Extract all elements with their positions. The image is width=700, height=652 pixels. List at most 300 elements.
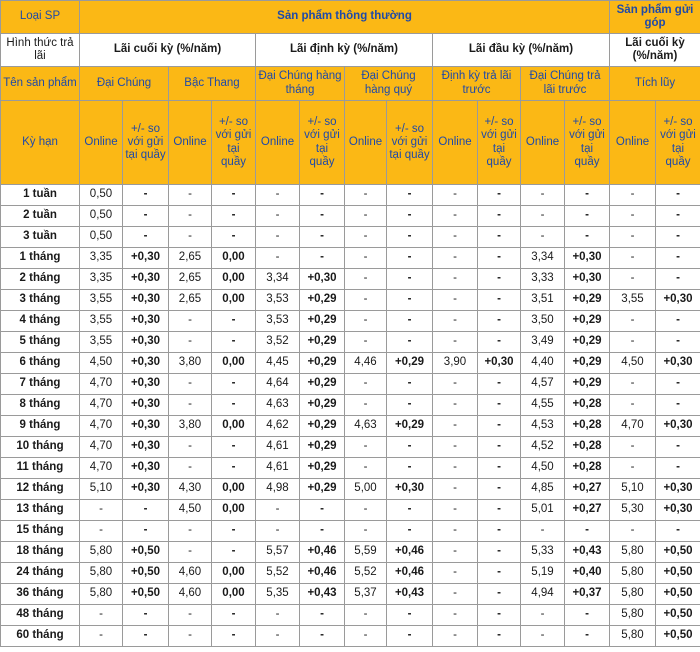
diff-cell: - — [300, 185, 345, 206]
online-rate-cell: 5,19 — [521, 563, 565, 584]
header-diff: +/- so với gửi tại quầy — [656, 101, 700, 185]
table-row — [1, 290, 700, 311]
online-rate-cell: 4,94 — [521, 584, 565, 605]
diff-cell: - — [123, 500, 169, 521]
term-cell: 12 tháng — [1, 479, 80, 500]
online-rate-cell: 5,52 — [256, 563, 300, 584]
online-rate-cell: 5,33 — [521, 542, 565, 563]
online-rate-cell: - — [433, 626, 478, 647]
diff-cell: +0,37 — [565, 584, 610, 605]
online-rate-cell: - — [610, 332, 656, 353]
diff-cell: +0,30 — [123, 374, 169, 395]
online-rate-cell: - — [256, 248, 300, 269]
diff-cell: +0,30 — [123, 353, 169, 374]
diff-cell: - — [123, 605, 169, 626]
diff-cell: - — [565, 605, 610, 626]
header-online: Online — [521, 101, 565, 185]
product-dai-chung: Đại Chúng — [80, 67, 169, 101]
table-row — [1, 374, 700, 395]
diff-cell: - — [478, 269, 521, 290]
diff-cell: - — [300, 605, 345, 626]
online-rate-cell: - — [610, 395, 656, 416]
product-dai-chung-hang-thang: Đại Chúng hàng tháng — [256, 67, 345, 101]
diff-cell: - — [300, 500, 345, 521]
online-rate-cell: - — [169, 395, 212, 416]
diff-cell: - — [478, 416, 521, 437]
diff-cell: - — [565, 626, 610, 647]
diff-cell: - — [478, 521, 521, 542]
online-rate-cell: - — [433, 374, 478, 395]
table-row — [1, 332, 700, 353]
header-online: Online — [256, 101, 300, 185]
online-rate-cell: 4,63 — [345, 416, 387, 437]
diff-cell: +0,30 — [565, 269, 610, 290]
diff-cell: +0,50 — [656, 563, 700, 584]
diff-cell: +0,30 — [123, 437, 169, 458]
online-rate-cell: 4,30 — [169, 479, 212, 500]
table-row — [1, 500, 700, 521]
diff-cell: +0,30 — [123, 395, 169, 416]
diff-cell: +0,50 — [123, 584, 169, 605]
header-online: Online — [169, 101, 212, 185]
diff-cell: +0,28 — [565, 416, 610, 437]
diff-cell: +0,30 — [656, 290, 700, 311]
diff-cell: +0,29 — [565, 353, 610, 374]
diff-cell: +0,50 — [656, 605, 700, 626]
diff-cell: +0,30 — [123, 416, 169, 437]
term-cell: 13 tháng — [1, 500, 80, 521]
diff-cell: +0,29 — [300, 353, 345, 374]
online-rate-cell: - — [345, 332, 387, 353]
diff-cell: +0,30 — [656, 353, 700, 374]
term-cell: 3 tuần — [1, 227, 80, 248]
diff-cell: - — [478, 626, 521, 647]
diff-cell: - — [387, 227, 433, 248]
diff-cell: +0,50 — [656, 542, 700, 563]
online-rate-cell: - — [256, 227, 300, 248]
diff-cell: 0,00 — [212, 416, 256, 437]
online-rate-cell: - — [521, 185, 565, 206]
diff-cell: +0,30 — [565, 248, 610, 269]
online-rate-cell: 2,65 — [169, 269, 212, 290]
online-rate-cell: - — [169, 185, 212, 206]
online-rate-cell: 5,52 — [345, 563, 387, 584]
online-rate-cell: 4,52 — [521, 437, 565, 458]
table-row — [1, 521, 700, 542]
online-rate-cell: 5,80 — [610, 626, 656, 647]
online-rate-cell: - — [610, 185, 656, 206]
online-rate-cell: 4,64 — [256, 374, 300, 395]
diff-cell: - — [656, 185, 700, 206]
diff-cell: - — [656, 437, 700, 458]
online-rate-cell: 4,60 — [169, 584, 212, 605]
diff-cell: - — [123, 626, 169, 647]
diff-cell: - — [212, 227, 256, 248]
diff-cell: - — [300, 248, 345, 269]
diff-cell: - — [387, 458, 433, 479]
table-row — [1, 227, 700, 248]
diff-cell: +0,30 — [656, 479, 700, 500]
term-cell: 5 tháng — [1, 332, 80, 353]
diff-cell: - — [123, 227, 169, 248]
online-rate-cell: - — [610, 521, 656, 542]
diff-cell: - — [212, 185, 256, 206]
term-cell: 8 tháng — [1, 395, 80, 416]
diff-cell: - — [565, 521, 610, 542]
online-rate-cell: - — [345, 269, 387, 290]
online-rate-cell: 3,53 — [256, 290, 300, 311]
diff-cell: - — [387, 290, 433, 311]
diff-cell: +0,43 — [387, 584, 433, 605]
table-row — [1, 395, 700, 416]
online-rate-cell: - — [610, 269, 656, 290]
diff-cell: 0,00 — [212, 500, 256, 521]
online-rate-cell: - — [169, 206, 212, 227]
diff-cell: +0,29 — [300, 437, 345, 458]
diff-cell: - — [212, 311, 256, 332]
online-rate-cell: - — [433, 395, 478, 416]
term-cell: 15 tháng — [1, 521, 80, 542]
header-san-pham-gui-gop: Sản phẩm gửi góp — [610, 1, 700, 34]
diff-cell: - — [387, 206, 433, 227]
header-online: Online — [80, 101, 123, 185]
online-rate-cell: 5,80 — [610, 542, 656, 563]
diff-cell: - — [478, 227, 521, 248]
diff-cell: - — [212, 605, 256, 626]
diff-cell: +0,50 — [123, 542, 169, 563]
table-row — [1, 458, 700, 479]
diff-cell: +0,29 — [300, 479, 345, 500]
online-rate-cell: - — [345, 626, 387, 647]
table-row — [1, 416, 700, 437]
online-rate-cell: - — [256, 500, 300, 521]
diff-cell: - — [656, 311, 700, 332]
diff-cell: - — [478, 437, 521, 458]
online-rate-cell: - — [169, 374, 212, 395]
diff-cell: - — [387, 395, 433, 416]
online-rate-cell: - — [80, 605, 123, 626]
online-rate-cell: 2,65 — [169, 290, 212, 311]
table-row — [1, 269, 700, 290]
online-rate-cell: - — [169, 311, 212, 332]
diff-cell: - — [387, 374, 433, 395]
online-rate-cell: 4,70 — [80, 374, 123, 395]
online-rate-cell: - — [345, 374, 387, 395]
diff-cell: - — [656, 269, 700, 290]
diff-cell: +0,29 — [300, 332, 345, 353]
online-rate-cell: - — [521, 206, 565, 227]
diff-cell: - — [123, 521, 169, 542]
online-rate-cell: - — [169, 521, 212, 542]
diff-cell: +0,27 — [565, 500, 610, 521]
diff-cell: - — [656, 374, 700, 395]
diff-cell: +0,46 — [300, 542, 345, 563]
online-rate-cell: - — [169, 626, 212, 647]
diff-cell: - — [478, 374, 521, 395]
online-rate-cell: 5,80 — [610, 605, 656, 626]
online-rate-cell: 3,51 — [521, 290, 565, 311]
diff-cell: - — [478, 290, 521, 311]
diff-cell: +0,30 — [656, 416, 700, 437]
diff-cell: +0,30 — [123, 311, 169, 332]
online-rate-cell: 4,50 — [610, 353, 656, 374]
diff-cell: +0,30 — [123, 458, 169, 479]
online-rate-cell: 3,50 — [521, 311, 565, 332]
diff-cell: +0,28 — [565, 458, 610, 479]
online-rate-cell: - — [169, 437, 212, 458]
diff-cell: 0,00 — [212, 248, 256, 269]
table-row — [1, 311, 700, 332]
product-dinh-ky-tra-lai-truoc: Định kỳ trả lãi trước — [433, 67, 521, 101]
diff-cell: - — [656, 227, 700, 248]
term-cell: 24 tháng — [1, 563, 80, 584]
header-diff: +/- so với gửi tại quầy — [387, 101, 433, 185]
term-cell: 2 tháng — [1, 269, 80, 290]
diff-cell: +0,30 — [656, 500, 700, 521]
online-rate-cell: - — [80, 626, 123, 647]
online-rate-cell: 4,45 — [256, 353, 300, 374]
online-rate-cell: - — [433, 290, 478, 311]
diff-cell: - — [478, 248, 521, 269]
header-lai-dinh-ky: Lãi định kỳ (%/năm) — [256, 34, 433, 67]
term-cell: 1 tuần — [1, 185, 80, 206]
diff-cell: - — [300, 521, 345, 542]
online-rate-cell: 0,50 — [80, 185, 123, 206]
online-rate-cell: - — [433, 500, 478, 521]
diff-cell: - — [478, 605, 521, 626]
term-cell: 3 tháng — [1, 290, 80, 311]
diff-cell: 0,00 — [212, 353, 256, 374]
online-rate-cell: 5,10 — [80, 479, 123, 500]
diff-cell: +0,28 — [565, 437, 610, 458]
diff-cell: - — [387, 521, 433, 542]
online-rate-cell: - — [169, 332, 212, 353]
term-cell: 60 tháng — [1, 626, 80, 647]
online-rate-cell: - — [433, 416, 478, 437]
table-row — [1, 437, 700, 458]
online-rate-cell: - — [610, 311, 656, 332]
online-rate-cell: - — [345, 605, 387, 626]
online-rate-cell: 5,80 — [80, 563, 123, 584]
diff-cell: +0,29 — [300, 290, 345, 311]
online-rate-cell: - — [610, 227, 656, 248]
online-rate-cell: 4,70 — [80, 395, 123, 416]
diff-cell: - — [387, 248, 433, 269]
diff-cell: - — [478, 311, 521, 332]
online-rate-cell: - — [345, 500, 387, 521]
online-rate-cell: 5,35 — [256, 584, 300, 605]
online-rate-cell: 4,40 — [521, 353, 565, 374]
online-rate-cell: - — [433, 521, 478, 542]
diff-cell: - — [212, 521, 256, 542]
table-row — [1, 353, 700, 374]
header-diff: +/- so với gửi tại quầy — [478, 101, 521, 185]
table-row — [1, 626, 700, 647]
online-rate-cell: 5,37 — [345, 584, 387, 605]
online-rate-cell: - — [345, 206, 387, 227]
diff-cell: - — [212, 542, 256, 563]
header-online: Online — [345, 101, 387, 185]
diff-cell: +0,27 — [565, 479, 610, 500]
online-rate-cell: 4,60 — [169, 563, 212, 584]
table-row — [1, 206, 700, 227]
online-rate-cell: 2,65 — [169, 248, 212, 269]
header-online: Online — [433, 101, 478, 185]
online-rate-cell: - — [80, 500, 123, 521]
online-rate-cell: - — [433, 227, 478, 248]
online-rate-cell: - — [433, 479, 478, 500]
online-rate-cell: - — [345, 227, 387, 248]
diff-cell: +0,46 — [387, 563, 433, 584]
online-rate-cell: 4,63 — [256, 395, 300, 416]
online-rate-cell: - — [256, 185, 300, 206]
online-rate-cell: - — [345, 290, 387, 311]
diff-cell: +0,43 — [565, 542, 610, 563]
online-rate-cell: 4,61 — [256, 458, 300, 479]
online-rate-cell: - — [610, 206, 656, 227]
online-rate-cell: 5,10 — [610, 479, 656, 500]
online-rate-cell: 4,61 — [256, 437, 300, 458]
online-rate-cell: 4,70 — [80, 416, 123, 437]
online-rate-cell: 3,55 — [80, 332, 123, 353]
online-rate-cell: 5,80 — [80, 584, 123, 605]
online-rate-cell: - — [345, 395, 387, 416]
online-rate-cell: 5,80 — [80, 542, 123, 563]
online-rate-cell: - — [433, 584, 478, 605]
diff-cell: - — [387, 332, 433, 353]
online-rate-cell: - — [433, 206, 478, 227]
diff-cell: - — [656, 332, 700, 353]
term-cell: 9 tháng — [1, 416, 80, 437]
online-rate-cell: 3,55 — [80, 311, 123, 332]
diff-cell: - — [212, 332, 256, 353]
online-rate-cell: - — [169, 227, 212, 248]
diff-cell: +0,50 — [656, 626, 700, 647]
term-cell: 6 tháng — [1, 353, 80, 374]
online-rate-cell: - — [169, 458, 212, 479]
online-rate-cell: 4,70 — [80, 458, 123, 479]
online-rate-cell: - — [345, 185, 387, 206]
diff-cell: - — [656, 248, 700, 269]
diff-cell: +0,30 — [123, 248, 169, 269]
online-rate-cell: - — [433, 185, 478, 206]
diff-cell: +0,29 — [565, 311, 610, 332]
online-rate-cell: - — [610, 437, 656, 458]
diff-cell: - — [387, 626, 433, 647]
term-cell: 10 tháng — [1, 437, 80, 458]
header-loai-sp: Loại SP — [1, 1, 80, 34]
diff-cell: +0,29 — [565, 332, 610, 353]
diff-cell: - — [212, 626, 256, 647]
diff-cell: +0,29 — [565, 290, 610, 311]
diff-cell: - — [387, 605, 433, 626]
diff-cell: +0,46 — [300, 563, 345, 584]
diff-cell: - — [212, 206, 256, 227]
diff-cell: +0,30 — [123, 269, 169, 290]
diff-cell: +0,29 — [387, 416, 433, 437]
diff-cell: - — [656, 206, 700, 227]
term-cell: 48 tháng — [1, 605, 80, 626]
diff-cell: 0,00 — [212, 563, 256, 584]
product-dai-chung-tra-lai-truoc: Đại Chúng trả lãi trước — [521, 67, 610, 101]
online-rate-cell: 4,62 — [256, 416, 300, 437]
online-rate-cell: - — [521, 626, 565, 647]
diff-cell: +0,30 — [123, 290, 169, 311]
online-rate-cell: - — [433, 437, 478, 458]
term-cell: 7 tháng — [1, 374, 80, 395]
online-rate-cell: 5,57 — [256, 542, 300, 563]
online-rate-cell: 3,34 — [256, 269, 300, 290]
header-lai-dau-ky: Lãi đầu kỳ (%/năm) — [433, 34, 610, 67]
online-rate-cell: 3,55 — [610, 290, 656, 311]
online-rate-cell: 5,80 — [610, 584, 656, 605]
diff-cell: - — [478, 542, 521, 563]
diff-cell: +0,30 — [387, 479, 433, 500]
online-rate-cell: 5,00 — [345, 479, 387, 500]
diff-cell: - — [478, 206, 521, 227]
online-rate-cell: - — [610, 248, 656, 269]
product-tich-luy: Tích lũy — [610, 67, 700, 101]
diff-cell: +0,29 — [387, 353, 433, 374]
header-diff: +/- so với gửi tại quầy — [123, 101, 169, 185]
online-rate-cell: 4,46 — [345, 353, 387, 374]
diff-cell: +0,29 — [300, 416, 345, 437]
online-rate-cell: - — [345, 311, 387, 332]
online-rate-cell: - — [433, 269, 478, 290]
diff-cell: +0,29 — [300, 458, 345, 479]
diff-cell: - — [123, 185, 169, 206]
online-rate-cell: - — [610, 374, 656, 395]
diff-cell: +0,30 — [300, 269, 345, 290]
diff-cell: +0,46 — [387, 542, 433, 563]
diff-cell: +0,30 — [478, 353, 521, 374]
diff-cell: - — [478, 500, 521, 521]
diff-cell: - — [212, 437, 256, 458]
table-row — [1, 584, 700, 605]
online-rate-cell: - — [610, 458, 656, 479]
online-rate-cell: - — [433, 332, 478, 353]
diff-cell: +0,30 — [123, 332, 169, 353]
online-rate-cell: - — [521, 605, 565, 626]
term-cell: 18 tháng — [1, 542, 80, 563]
diff-cell: +0,40 — [565, 563, 610, 584]
table-row — [1, 248, 700, 269]
diff-cell: - — [387, 500, 433, 521]
diff-cell: - — [478, 584, 521, 605]
product-dai-chung-hang-quy: Đại Chúng hàng quý — [345, 67, 433, 101]
term-cell: 36 tháng — [1, 584, 80, 605]
online-rate-cell: 3,55 — [80, 290, 123, 311]
rate-table-body — [1, 185, 700, 647]
online-rate-cell: 3,35 — [80, 269, 123, 290]
online-rate-cell: 4,57 — [521, 374, 565, 395]
diff-cell: - — [212, 395, 256, 416]
online-rate-cell: - — [433, 542, 478, 563]
diff-cell: - — [478, 458, 521, 479]
table-row — [1, 563, 700, 584]
online-rate-cell: 5,01 — [521, 500, 565, 521]
online-rate-cell: 5,80 — [610, 563, 656, 584]
online-rate-cell: - — [345, 458, 387, 479]
diff-cell: +0,50 — [123, 563, 169, 584]
diff-cell: - — [656, 395, 700, 416]
online-rate-cell: - — [433, 563, 478, 584]
online-rate-cell: 4,53 — [521, 416, 565, 437]
online-rate-cell: - — [433, 311, 478, 332]
table-row — [1, 479, 700, 500]
online-rate-cell: 4,98 — [256, 479, 300, 500]
diff-cell: +0,29 — [300, 395, 345, 416]
